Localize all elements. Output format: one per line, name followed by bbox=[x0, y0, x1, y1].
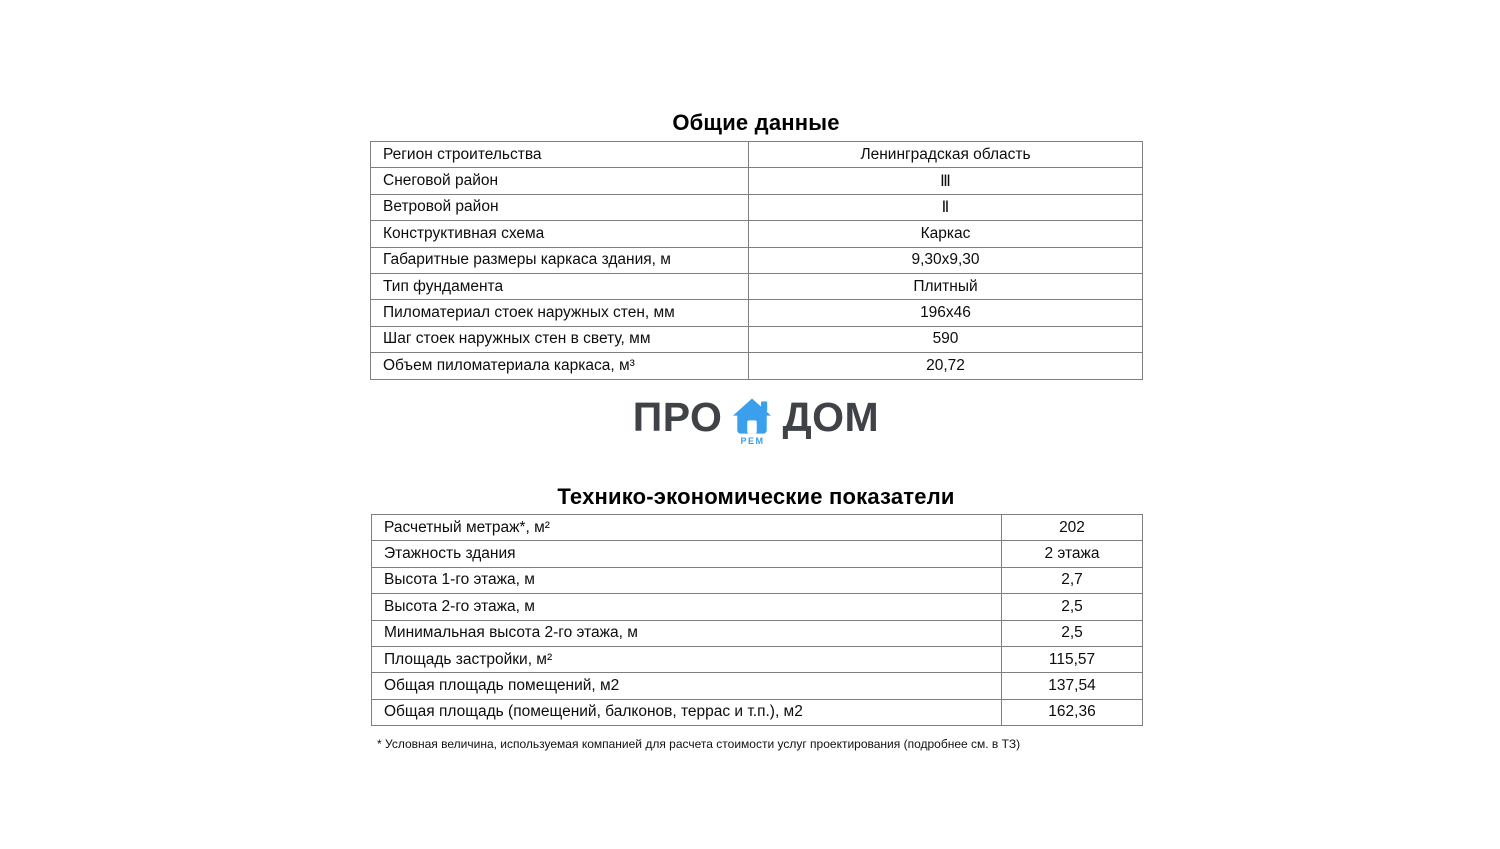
row-value: Каркас bbox=[749, 221, 1143, 247]
table-row bbox=[372, 594, 1143, 620]
table-row bbox=[371, 300, 1143, 326]
row-value: Ⅲ bbox=[749, 168, 1143, 194]
row-value: Плитный bbox=[749, 273, 1143, 299]
row-label: Снеговой район bbox=[371, 168, 749, 194]
general-data-title: Общие данные bbox=[672, 110, 840, 135]
tep-table bbox=[371, 514, 1143, 726]
row-value: 2,7 bbox=[1002, 567, 1143, 593]
table-row bbox=[371, 221, 1143, 247]
table-row bbox=[372, 567, 1143, 593]
row-value: 2 этажа bbox=[1002, 541, 1143, 567]
table-row bbox=[372, 673, 1143, 699]
row-label: Пиломатериал стоек наружных стен, мм bbox=[371, 300, 749, 326]
row-label: Общая площадь помещений, м2 bbox=[372, 673, 1002, 699]
logo-icon-wrap bbox=[731, 398, 773, 446]
row-label: Объем пиломатериала каркаса, м³ bbox=[371, 353, 749, 379]
row-label: Площадь застройки, м² bbox=[372, 646, 1002, 672]
row-label: Высота 1-го этажа, м bbox=[372, 567, 1002, 593]
row-label: Минимальная высота 2-го этажа, м bbox=[372, 620, 1002, 646]
prodom-logo bbox=[370, 394, 1142, 451]
table-row bbox=[371, 142, 1143, 168]
row-value: Ⅱ bbox=[749, 194, 1143, 220]
row-label: Шаг стоек наружных стен в свету, мм bbox=[371, 326, 749, 352]
row-value: 115,57 bbox=[1002, 646, 1143, 672]
table-row bbox=[371, 353, 1143, 379]
general-data-table bbox=[370, 141, 1143, 380]
row-label: Расчетный метраж*, м² bbox=[372, 515, 1002, 541]
table-row bbox=[372, 646, 1143, 672]
row-value: 162,36 bbox=[1002, 699, 1143, 725]
table-row bbox=[371, 168, 1143, 194]
tep-footnote: * Условная величина, используемая компанией для расчета стоимости услуг проектирования (подробнее см. в ТЗ) bbox=[377, 737, 1021, 751]
row-value: 590 bbox=[749, 326, 1143, 352]
table-row bbox=[372, 699, 1143, 725]
row-value: 196x46 bbox=[749, 300, 1143, 326]
table-row bbox=[372, 515, 1143, 541]
tep-title: Технико-экономические показатели bbox=[557, 484, 955, 509]
house-icon bbox=[731, 398, 773, 436]
row-label: Конструктивная схема bbox=[371, 221, 749, 247]
row-label: Габаритные размеры каркаса здания, м bbox=[371, 247, 749, 273]
row-value: 20,72 bbox=[749, 353, 1143, 379]
row-label: Высота 2-го этажа, м bbox=[372, 594, 1002, 620]
row-label: Этажность здания bbox=[372, 541, 1002, 567]
row-label: Тип фундамента bbox=[371, 273, 749, 299]
row-value: 9,30x9,30 bbox=[749, 247, 1143, 273]
logo-rem-caption: РЕМ bbox=[740, 436, 765, 446]
table-row bbox=[371, 247, 1143, 273]
table-row bbox=[371, 273, 1143, 299]
logo-word-pro: ПРО bbox=[632, 394, 723, 440]
table-row bbox=[372, 541, 1143, 567]
row-value: 137,54 bbox=[1002, 673, 1143, 699]
row-label: Общая площадь (помещений, балконов, террас и т.п.), м2 bbox=[372, 699, 1002, 725]
row-value: 2,5 bbox=[1002, 620, 1143, 646]
row-value: Ленинградская область bbox=[749, 142, 1143, 168]
row-label: Регион строительства bbox=[371, 142, 749, 168]
table-row bbox=[372, 620, 1143, 646]
table-row bbox=[371, 194, 1143, 220]
table-row bbox=[371, 326, 1143, 352]
row-label: Ветровой район bbox=[371, 194, 749, 220]
row-value: 2,5 bbox=[1002, 594, 1143, 620]
row-value: 202 bbox=[1002, 515, 1143, 541]
logo-word-dom: ДОМ bbox=[782, 394, 880, 440]
